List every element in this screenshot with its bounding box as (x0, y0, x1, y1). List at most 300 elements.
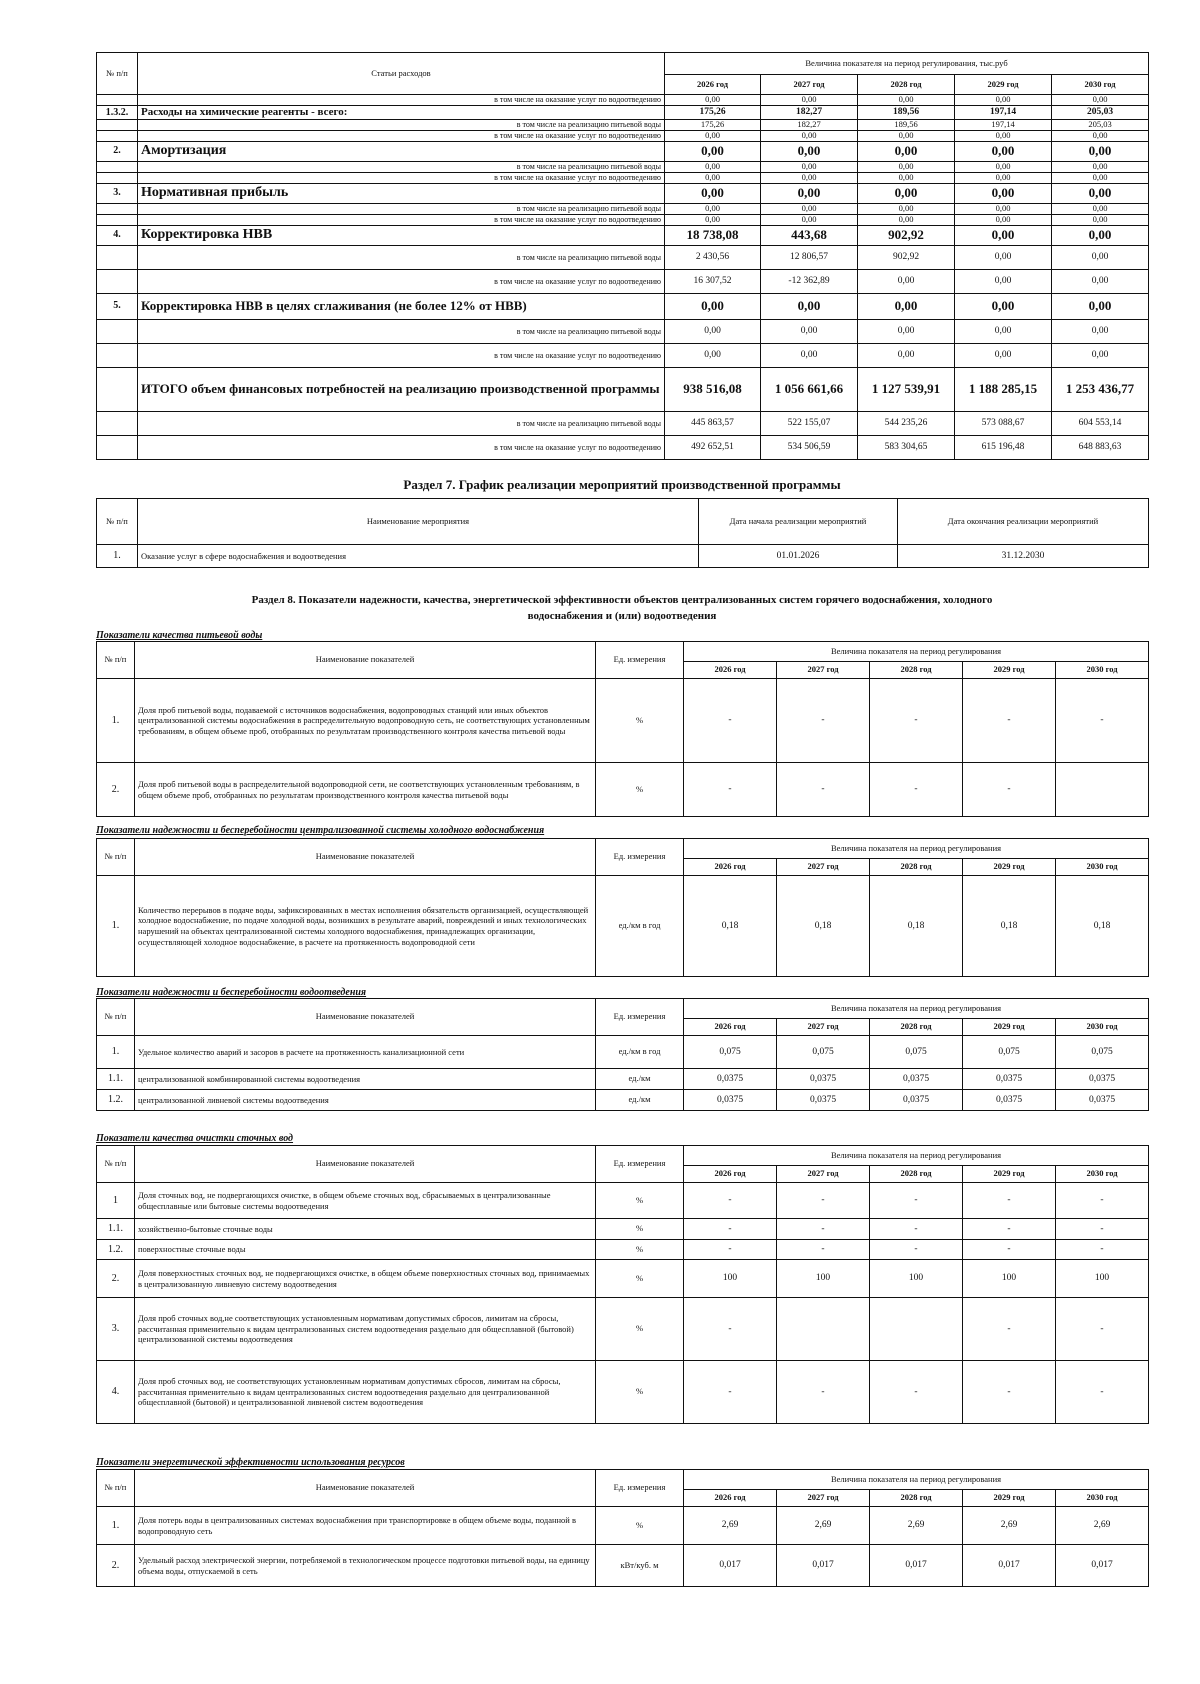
row-label: в том числе на оказание услуг по водоотведению (138, 269, 665, 293)
row-value: 0,00 (1052, 141, 1149, 161)
indicator-value: - (1056, 1240, 1149, 1260)
year-header: 2029 год (963, 662, 1056, 679)
row-value: 0,00 (955, 343, 1052, 367)
year-header: 2026 год (665, 75, 761, 95)
year-header: 2030 год (1056, 662, 1149, 679)
expense-row (97, 161, 1149, 172)
row-value: 0,00 (1052, 95, 1149, 106)
indicator-value: 0,075 (870, 1036, 963, 1069)
row-value: 0,00 (858, 130, 955, 141)
row-value: 0,00 (858, 183, 955, 203)
indicator-value: 2,69 (963, 1507, 1056, 1545)
year-header: 2026 год (684, 1166, 777, 1183)
col-no-header: № п/п (97, 1146, 135, 1183)
row-value: 534 506,59 (761, 435, 858, 459)
indicator-row (97, 1298, 1149, 1361)
row-value: 902,92 (858, 245, 955, 269)
expense-row (97, 183, 1149, 203)
indicator-value: - (777, 1240, 870, 1260)
row-value: 0,00 (665, 343, 761, 367)
indicator-table (96, 838, 1149, 977)
row-value: 0,00 (955, 130, 1052, 141)
col-value-header: Величина показателя на период регулирования (684, 1146, 1149, 1166)
indicator-value: - (777, 1361, 870, 1424)
year-header: 2029 год (955, 75, 1052, 95)
row-label: Амортизация (138, 141, 665, 161)
row-value: 18 738,08 (665, 225, 761, 245)
indicator-name: Доля проб питьевой воды в распределительной водопроводной сети, не соответствующих установленным требованиям, в общем объеме проб, отобранных по результатам производственного контроля качества питьевой воды (135, 763, 596, 817)
indicator-row (97, 1545, 1149, 1587)
col-no-header: № п/п (97, 53, 138, 95)
col-item-header: Статьи расходов (138, 53, 665, 95)
indicator-value: 0,18 (684, 876, 777, 977)
expense-row (97, 319, 1149, 343)
table-caption: Показатели качества питьевой воды (96, 630, 263, 641)
section8-title-line2: водоснабжения и (или) водоотведения (527, 610, 717, 622)
row-value: 0,00 (955, 225, 1052, 245)
row-value: 0,00 (761, 130, 858, 141)
row-value: 205,03 (1052, 119, 1149, 130)
expense-row (97, 367, 1149, 411)
row-label: в том числе на оказание услуг по водоотведению (138, 130, 665, 141)
col-unit-header: Ед. измерения (596, 839, 684, 876)
row-value: 0,00 (1052, 293, 1149, 319)
expense-row (97, 119, 1149, 130)
row-value: 0,00 (761, 319, 858, 343)
col-no-header: № п/п (97, 839, 135, 876)
indicator-table (96, 641, 1149, 817)
indicator-unit: кВт/куб. м (596, 1545, 684, 1587)
row-value: 0,00 (1052, 269, 1149, 293)
row-number: 2. (97, 141, 138, 161)
expense-row (97, 106, 1149, 120)
row-value: 0,00 (1052, 130, 1149, 141)
row-number (97, 95, 138, 106)
row-number: 3. (97, 1298, 135, 1361)
indicator-value (777, 1298, 870, 1361)
row-label: Нормативная прибыль (138, 183, 665, 203)
year-header: 2028 год (870, 662, 963, 679)
indicator-value: 0,0375 (777, 1090, 870, 1111)
row-number (97, 343, 138, 367)
row-value: 175,26 (665, 119, 761, 130)
expense-row (97, 130, 1149, 141)
row-number (97, 214, 138, 225)
indicator-unit: ед./км в год (596, 1036, 684, 1069)
indicator-name: поверхностные сточные воды (135, 1240, 596, 1260)
indicator-value: 0,0375 (963, 1069, 1056, 1090)
indicator-value: 0,017 (777, 1545, 870, 1587)
schedule-table (96, 498, 1149, 568)
row-value: 197,14 (955, 119, 1052, 130)
row-number (97, 203, 138, 214)
expense-row (97, 435, 1149, 459)
year-header: 2026 год (684, 1019, 777, 1036)
row-value: 1 188 285,15 (955, 367, 1052, 411)
indicator-value: - (963, 763, 1056, 817)
indicator-value: - (684, 1183, 777, 1219)
indicator-value: 0,0375 (870, 1090, 963, 1111)
row-value: 0,00 (665, 214, 761, 225)
indicator-table (96, 1469, 1149, 1587)
row-number: 4. (97, 225, 138, 245)
col-no-header: № п/п (97, 642, 135, 679)
year-header: 2030 год (1056, 1166, 1149, 1183)
row-number (97, 319, 138, 343)
row-label: Расходы на химические реагенты - всего: (138, 106, 665, 120)
row-number (97, 245, 138, 269)
col-value-header: Величина показателя на период регулирования (684, 839, 1149, 859)
indicator-value: 0,0375 (777, 1069, 870, 1090)
indicator-value: 2,69 (777, 1507, 870, 1545)
row-value: 0,00 (761, 214, 858, 225)
row-value: 1 127 539,91 (858, 367, 955, 411)
indicator-value: 0,0375 (1056, 1090, 1149, 1111)
row-number: 1 (97, 1183, 135, 1219)
col-name-header: Наименование показателей (135, 1470, 596, 1507)
indicator-value: - (684, 1298, 777, 1361)
indicator-value: 0,18 (777, 876, 870, 977)
s7-col-start: Дата начала реализации мероприятий (699, 499, 898, 545)
row-value: 0,00 (665, 161, 761, 172)
row-value: 0,00 (955, 141, 1052, 161)
row-value: 443,68 (761, 225, 858, 245)
indicator-unit: % (596, 1361, 684, 1424)
row-value: 0,00 (955, 203, 1052, 214)
indicator-value (1056, 763, 1149, 817)
col-value-header: Величина показателя на период регулирования (684, 1470, 1149, 1490)
indicator-row (97, 1240, 1149, 1260)
row-value: 0,00 (1052, 161, 1149, 172)
row-number: 1.1. (97, 1219, 135, 1240)
row-label: Корректировка НВВ (138, 225, 665, 245)
indicator-value: - (963, 1183, 1056, 1219)
row-value: 0,00 (955, 269, 1052, 293)
indicator-name: Доля проб сточных вод, не соответствующих установленным нормативам допустимых сбросов, лимитам на сбросы, рассчитанная применительно к видам централизованных систем водоотведения раздельно для централизованной общесплавной (бытовой) и централизованной ливневой систем водоотведения (135, 1361, 596, 1424)
col-unit-header: Ед. измерения (596, 642, 684, 679)
row-value: 0,00 (858, 141, 955, 161)
row-number: 5. (97, 293, 138, 319)
indicator-unit: % (596, 679, 684, 763)
row-value: 648 883,63 (1052, 435, 1149, 459)
indicator-value: 0,0375 (684, 1090, 777, 1111)
row-value: 0,00 (665, 172, 761, 183)
indicator-value: - (684, 679, 777, 763)
row-label: в том числе на реализацию питьевой воды (138, 203, 665, 214)
indicator-row (97, 763, 1149, 817)
row-number: 1.2. (97, 1090, 135, 1111)
row-label: ИТОГО объем финансовых потребностей на реализацию производственной программы (138, 367, 665, 411)
row-number: 1. (97, 679, 135, 763)
indicator-value: 100 (684, 1260, 777, 1298)
col-no-header: № п/п (97, 999, 135, 1036)
indicator-name: хозяйственно-бытовые сточные воды (135, 1219, 596, 1240)
col-name-header: Наименование показателей (135, 839, 596, 876)
expense-row (97, 343, 1149, 367)
indicator-value: - (963, 1219, 1056, 1240)
s7-row-no: 1. (97, 545, 138, 568)
row-label: в том числе на реализацию питьевой воды (138, 161, 665, 172)
row-value: 0,00 (1052, 245, 1149, 269)
row-value: 0,00 (665, 183, 761, 203)
row-number (97, 269, 138, 293)
indicator-name: Доля поверхностных сточных вод, не подвергающихся очистке, в общем объеме поверхностных сточных вод, принимаемых в централизованную ливневую систему водоотведения (135, 1260, 596, 1298)
row-value: 0,00 (761, 172, 858, 183)
row-value: 604 553,14 (1052, 411, 1149, 435)
indicator-name: Доля проб сточных вод,не соответствующих установленным нормативам допустимых сбросов, лимитам на сбросы, рассчитанная применительно к видам централизованных систем водоотведения раздельно для общесплавной (бытовой) централизованной системы водоотведения (135, 1298, 596, 1361)
indicator-name: Удельный расход электрической энергии, потребляемой в технологическом процессе подготовки питьевой воды, на единицу объема воды, отпускаемой в сеть (135, 1545, 596, 1587)
year-header: 2028 год (870, 1490, 963, 1507)
row-value: 0,00 (761, 203, 858, 214)
row-number (97, 161, 138, 172)
row-value: 16 307,52 (665, 269, 761, 293)
indicator-unit: % (596, 1219, 684, 1240)
row-number: 1. (97, 1036, 135, 1069)
row-value: 0,00 (1052, 225, 1149, 245)
year-header: 2027 год (761, 75, 858, 95)
row-value: 0,00 (665, 95, 761, 106)
expense-row (97, 214, 1149, 225)
row-value: 175,26 (665, 106, 761, 120)
year-header: 2027 год (777, 1166, 870, 1183)
row-value: 583 304,65 (858, 435, 955, 459)
row-number: 1.2. (97, 1240, 135, 1260)
row-label: Корректировка НВВ в целях сглаживания (не более 12% от НВВ) (138, 293, 665, 319)
indicator-value: - (777, 763, 870, 817)
row-value: 0,00 (955, 183, 1052, 203)
row-label: в том числе на оказание услуг по водоотведению (138, 95, 665, 106)
indicator-row (97, 1260, 1149, 1298)
expense-row (97, 141, 1149, 161)
indicator-value: - (963, 1298, 1056, 1361)
row-number: 4. (97, 1361, 135, 1424)
row-value: 182,27 (761, 106, 858, 120)
row-label: в том числе на реализацию питьевой воды (138, 245, 665, 269)
row-value: 0,00 (761, 293, 858, 319)
indicator-unit: ед./км в год (596, 876, 684, 977)
indicator-value: - (684, 1219, 777, 1240)
year-header: 2028 год (858, 75, 955, 95)
indicator-value: 0,075 (1056, 1036, 1149, 1069)
row-label: в том числе на оказание услуг по водоотведению (138, 435, 665, 459)
s7-col-name: Наименование мероприятия (138, 499, 699, 545)
indicator-unit: % (596, 1298, 684, 1361)
row-value: 189,56 (858, 106, 955, 120)
indicator-value (870, 1298, 963, 1361)
indicator-value: - (870, 679, 963, 763)
row-value: 1 253 436,77 (1052, 367, 1149, 411)
indicator-value: 2,69 (1056, 1507, 1149, 1545)
row-value: 12 806,57 (761, 245, 858, 269)
row-value: 205,03 (1052, 106, 1149, 120)
section7-title: Раздел 7. График реализации мероприятий производственной программы (403, 477, 841, 492)
col-value-header: Величина показателя на период регулирования, тыс.руб (665, 53, 1149, 75)
s7-row-end: 31.12.2030 (898, 545, 1149, 568)
row-number: 2. (97, 763, 135, 817)
indicator-name: Количество перерывов в подаче воды, зафиксированных в местах исполнения обязательств организацией, осуществляющей холодное водоснабжение, по подаче холодной воды, возникших в результате аварий, повреждений и иных технологических нарушений на объектах централизованной системы холодного водоснабжения, принадлежащих организации, осуществляющей холодное водоснабжение, в расчете на протяженность водопроводной сети (135, 876, 596, 977)
row-number (97, 367, 138, 411)
row-value: 0,00 (858, 203, 955, 214)
indicator-value: - (1056, 1219, 1149, 1240)
indicator-value: 0,0375 (684, 1069, 777, 1090)
col-name-header: Наименование показателей (135, 999, 596, 1036)
s7-col-end: Дата окончания реализации мероприятий (898, 499, 1149, 545)
expense-row (97, 269, 1149, 293)
indicator-value: - (1056, 1183, 1149, 1219)
row-value: 0,00 (858, 214, 955, 225)
indicator-name: централизованной ливневой системы водоотведения (135, 1090, 596, 1111)
row-value: 0,00 (761, 141, 858, 161)
row-value: 0,00 (955, 95, 1052, 106)
row-value: 0,00 (665, 141, 761, 161)
row-number (97, 172, 138, 183)
row-value: 0,00 (665, 203, 761, 214)
indicator-value: 0,0375 (963, 1090, 1056, 1111)
row-value: 0,00 (665, 319, 761, 343)
row-value: 522 155,07 (761, 411, 858, 435)
indicator-value: - (684, 1240, 777, 1260)
year-header: 2026 год (684, 1490, 777, 1507)
row-value: 0,00 (761, 183, 858, 203)
year-header: 2030 год (1056, 859, 1149, 876)
year-header: 2027 год (777, 1490, 870, 1507)
year-header: 2030 год (1056, 1019, 1149, 1036)
expense-row (97, 95, 1149, 106)
row-value: 0,00 (955, 245, 1052, 269)
indicator-name: централизованной комбинированной системы водоотведения (135, 1069, 596, 1090)
expense-row (97, 203, 1149, 214)
row-value: 544 235,26 (858, 411, 955, 435)
indicator-unit: % (596, 1260, 684, 1298)
row-number: 2. (97, 1260, 135, 1298)
indicator-value: - (870, 1219, 963, 1240)
year-header: 2026 год (684, 859, 777, 876)
row-value: 615 196,48 (955, 435, 1052, 459)
row-value: 0,00 (1052, 183, 1149, 203)
indicator-value: 0,017 (1056, 1545, 1149, 1587)
s7-row-start: 01.01.2026 (699, 545, 898, 568)
indicator-value: - (870, 1240, 963, 1260)
indicator-row (97, 1219, 1149, 1240)
indicator-table (96, 1145, 1149, 1424)
row-value: 0,00 (1052, 203, 1149, 214)
row-value: 0,00 (955, 161, 1052, 172)
row-number: 1. (97, 1507, 135, 1545)
indicator-value: 100 (963, 1260, 1056, 1298)
row-value: 1 056 661,66 (761, 367, 858, 411)
year-header: 2028 год (870, 859, 963, 876)
row-number (97, 119, 138, 130)
indicator-value: 2,69 (870, 1507, 963, 1545)
table-caption: Показатели надежности и бесперебойности централизованной системы холодного водоснабжения (96, 825, 545, 836)
row-value: 938 516,08 (665, 367, 761, 411)
year-header: 2029 год (963, 859, 1056, 876)
col-unit-header: Ед. измерения (596, 1470, 684, 1507)
row-value: 0,00 (665, 130, 761, 141)
row-value: 0,00 (665, 293, 761, 319)
indicator-value: 0,075 (777, 1036, 870, 1069)
row-value: 0,00 (761, 343, 858, 367)
row-number (97, 130, 138, 141)
indicator-value: 0,18 (870, 876, 963, 977)
table-caption: Показатели надежности и бесперебойности водоотведения (96, 987, 367, 998)
year-header: 2027 год (777, 859, 870, 876)
row-value: 0,00 (1052, 343, 1149, 367)
table-caption: Показатели качества очистки сточных вод (96, 1133, 294, 1144)
row-number: 1. (97, 876, 135, 977)
row-label: в том числе на оказание услуг по водоотведению (138, 343, 665, 367)
row-label: в том числе на оказание услуг по водоотведению (138, 172, 665, 183)
row-number: 3. (97, 183, 138, 203)
indicator-value: 100 (870, 1260, 963, 1298)
row-number (97, 435, 138, 459)
indicator-value: 0,0375 (870, 1069, 963, 1090)
row-value: 0,00 (858, 161, 955, 172)
col-value-header: Величина показателя на период регулирования (684, 642, 1149, 662)
indicator-value: 0,075 (963, 1036, 1056, 1069)
row-value: 0,00 (955, 172, 1052, 183)
indicator-value: - (1056, 1361, 1149, 1424)
indicator-row (97, 679, 1149, 763)
expense-row (97, 225, 1149, 245)
row-value: 182,27 (761, 119, 858, 130)
section8-title-line1: Раздел 8. Показатели надежности, качества, энергетической эффективности объектов централизованных систем горячего водоснабжения, холодного (251, 594, 993, 606)
indicator-value: 0,017 (684, 1545, 777, 1587)
indicator-row (97, 1090, 1149, 1111)
indicator-unit: ед./км (596, 1069, 684, 1090)
row-number: 1.1. (97, 1069, 135, 1090)
indicator-row (97, 1507, 1149, 1545)
row-label: в том числе на реализацию питьевой воды (138, 119, 665, 130)
indicator-value: - (777, 1183, 870, 1219)
indicator-value: 0,18 (963, 876, 1056, 977)
row-value: 0,00 (858, 95, 955, 106)
indicator-value: 2,69 (684, 1507, 777, 1545)
row-number: 1.3.2. (97, 106, 138, 120)
year-header: 2028 год (870, 1019, 963, 1036)
row-number (97, 411, 138, 435)
indicator-table (96, 998, 1149, 1111)
row-value: -12 362,89 (761, 269, 858, 293)
col-value-header: Величина показателя на период регулирования (684, 999, 1149, 1019)
indicator-unit: ед./км (596, 1090, 684, 1111)
year-header: 2030 год (1052, 75, 1149, 95)
indicator-value: - (870, 1361, 963, 1424)
row-label: в том числе на реализацию питьевой воды (138, 411, 665, 435)
row-value: 0,00 (858, 343, 955, 367)
col-no-header: № п/п (97, 1470, 135, 1507)
row-value: 0,00 (858, 293, 955, 319)
s7-col-no: № п/п (97, 499, 138, 545)
year-header: 2030 год (1056, 1490, 1149, 1507)
row-value: 0,00 (955, 319, 1052, 343)
indicator-row (97, 876, 1149, 977)
expense-row (97, 172, 1149, 183)
row-value: 573 088,67 (955, 411, 1052, 435)
indicator-name: Доля потерь воды в централизованных системах водоснабжения при транспортировке в общем объеме воды, поданной в водопроводную сеть (135, 1507, 596, 1545)
row-value: 902,92 (858, 225, 955, 245)
expense-row (97, 293, 1149, 319)
table-caption: Показатели энергетической эффективности использования ресурсов (96, 1457, 405, 1468)
col-name-header: Наименование показателей (135, 1146, 596, 1183)
row-value: 197,14 (955, 106, 1052, 120)
indicator-row (97, 1069, 1149, 1090)
indicator-value: - (963, 1361, 1056, 1424)
row-value: 0,00 (1052, 172, 1149, 183)
row-value: 0,00 (1052, 319, 1149, 343)
row-label: в том числе на реализацию питьевой воды (138, 319, 665, 343)
indicator-name: Доля проб питьевой воды, подаваемой с источников водоснабжения, водопроводных станций или иных объектов централизованной системы водоснабжения в распределительную водопроводную сеть, не соответствующих установленным требованиям, в общем объеме проб, отобранных по результатам производственного контроля качества питьевой воды (135, 679, 596, 763)
